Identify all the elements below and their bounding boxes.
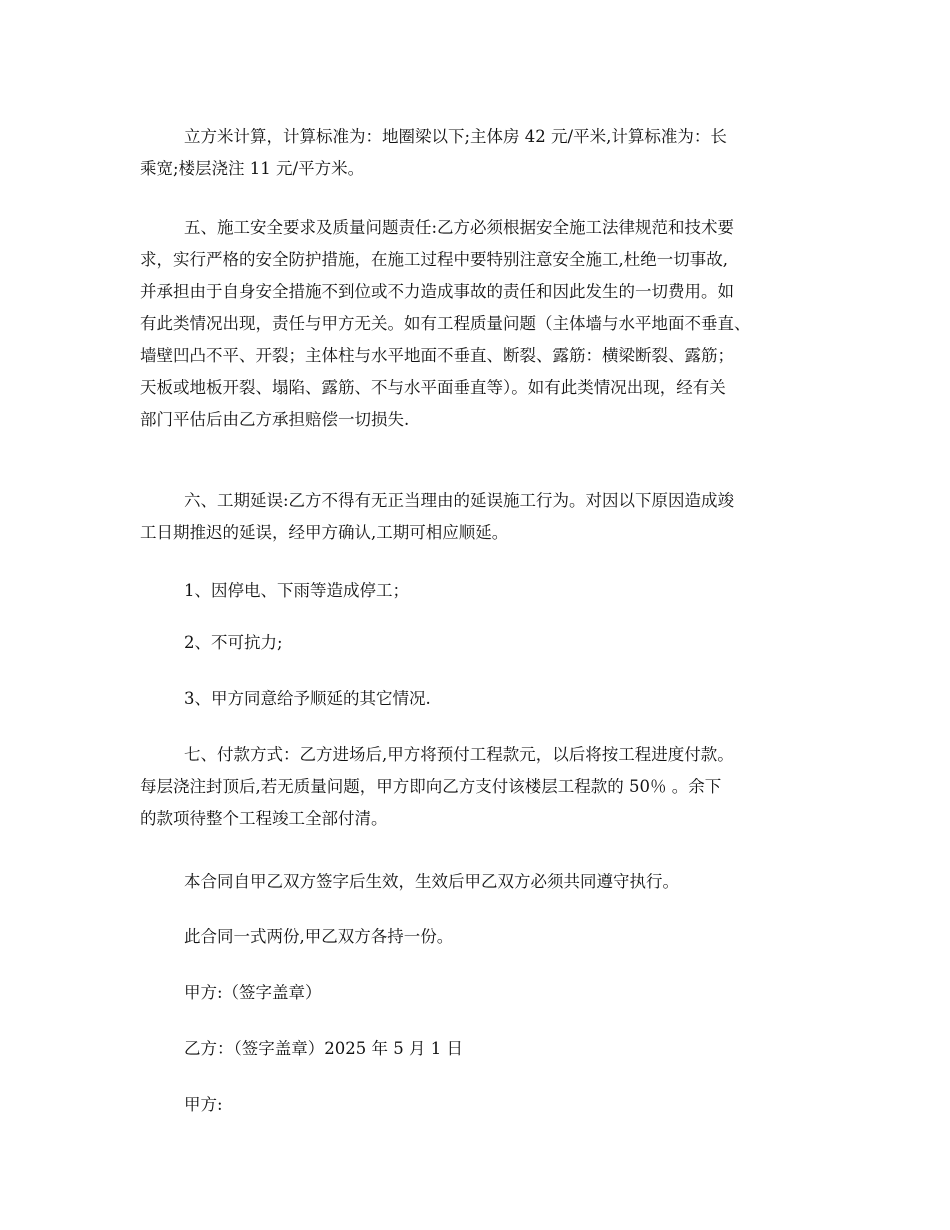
text-line: 本合同自甲乙双方签字后生效，生效后甲乙双方必须共同遵守执行。 bbox=[184, 872, 679, 891]
text-line: 2、不可抗力; bbox=[184, 633, 283, 652]
text-line: 乙方：（签字盖章）2025 年 5 月 1 日 bbox=[184, 1039, 463, 1058]
text-line: 五、施工安全要求及质量问题责任:乙方必须根据安全施工法律规范和技术要 bbox=[184, 218, 735, 237]
list-item-delay-3 bbox=[140, 683, 820, 715]
text-line: 立方米计算，计算标准为：地圈梁以下;主体房 42 元/平米,计算标准为：长 bbox=[184, 127, 727, 146]
text-line: 1、因停电、下雨等造成停工； bbox=[184, 581, 409, 600]
signature-party-a bbox=[140, 977, 820, 1009]
paragraph-copies-clause bbox=[140, 921, 820, 953]
paragraph-section-5-safety bbox=[140, 212, 820, 436]
text-line: 乘宽;楼层浇注 11 元/平方米。 bbox=[140, 159, 365, 178]
signature-party-a-label bbox=[140, 1089, 820, 1121]
text-line: 有此类情况出现，责任与甲方无关。如有工程质量问题（主体墙与水平地面不垂直、 bbox=[140, 314, 751, 333]
paragraph-calc-standard bbox=[140, 121, 820, 185]
paragraph-section-7-payment bbox=[140, 739, 820, 835]
text-line: 甲方: bbox=[184, 1095, 223, 1114]
text-line: 工日期推迟的延误，经甲方确认,工期可相应顺延。 bbox=[140, 523, 509, 542]
text-line: 3、甲方同意给予顺延的其它情况. bbox=[184, 689, 431, 708]
text-line: 的款项待整个工程竣工全部付清。 bbox=[140, 809, 388, 828]
text-line: 部门平估后由乙方承担赔偿一切损失. bbox=[140, 410, 410, 429]
text-line: 每层浇注封顶后,若无质量问题，甲方即向乙方支付该楼层工程款的 50％ 。余下 bbox=[140, 777, 722, 796]
text-line: 求，实行严格的安全防护措施，在施工过程中要特别注意安全施工,杜绝一切事故, bbox=[140, 250, 728, 269]
text-line: 并承担由于自身安全措施不到位或不力造成事故的责任和因此发生的一切费用。如 bbox=[140, 282, 734, 301]
text-line: 甲方:（签字盖章） bbox=[184, 983, 322, 1002]
list-item-delay-2 bbox=[140, 627, 820, 659]
text-line: 天板或地板开裂、塌陷、露筋、不与水平面垂直等）。如有此类情况出现，经有关 bbox=[140, 378, 726, 397]
paragraph-effect-clause bbox=[140, 866, 820, 898]
text-line: 墙壁凹凸不平、开裂；主体柱与水平地面不垂直、断裂、露筋：横梁断裂、露筋； bbox=[140, 346, 734, 365]
signature-party-b-date bbox=[140, 1033, 820, 1065]
text-line: 六、工期延误:乙方不得有无正当理由的延误施工行为。对因以下原因造成竣 bbox=[184, 491, 735, 510]
text-line: 此合同一式两份,甲乙双方各持一份。 bbox=[184, 927, 454, 946]
paragraph-section-6-delay bbox=[140, 485, 820, 549]
text-line: 七、付款方式：乙方进场后,甲方将预付工程款元，以后将按工程进度付款。 bbox=[184, 745, 734, 764]
list-item-delay-1 bbox=[140, 575, 820, 607]
